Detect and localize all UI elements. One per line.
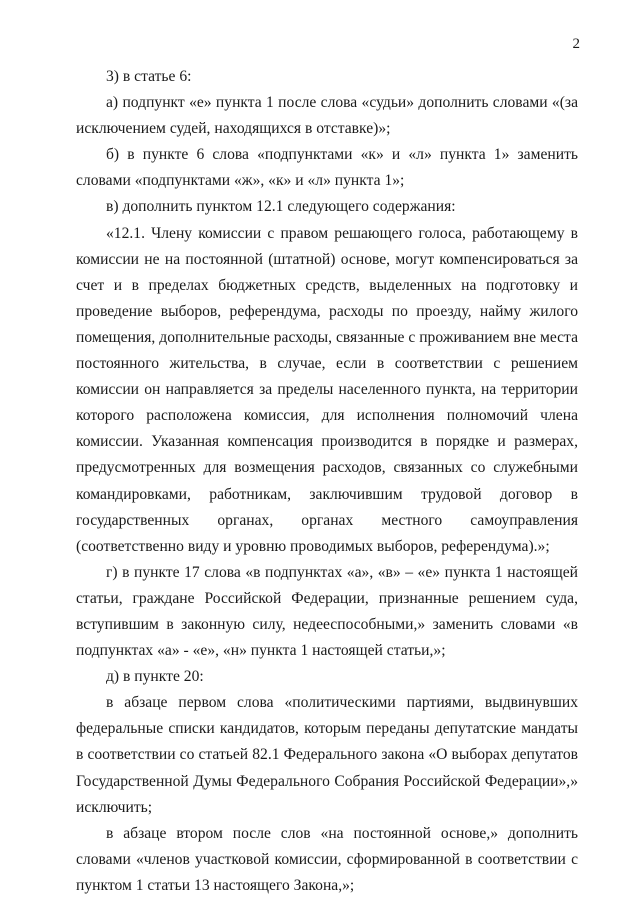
- paragraph-item-d-second-subparagraph: в абзаце втором после слов «на постоянной основе,» дополнить словами «членов участковой комиссии, сформированной в соответствии с пунктом 1 статьи 13 настоящего Закона,»;: [76, 824, 578, 894]
- paragraph-item-d: д) в пункте 20:: [106, 668, 204, 686]
- page-number: 2: [572, 36, 580, 52]
- paragraph-item-d-first-subparagraph: в абзаце первом слова «политическими партиями, выдвинувших федеральные списки кандидатов, которым переданы депутатские мандаты в соответствии со статьей 82.1 Федерального закона «О выборах депутатов Государственной Думы Федерального Собрания Российской Федерации»,» исключить;: [76, 694, 578, 816]
- paragraph-clause-12-1: «12.1. Члену комиссии с правом решающего голоса, работающему в комиссии не на постоянной (штатной) основе, могут компенсироваться за счет и в пределах бюджетных средств, выделенных на подготовку и проведение выборов, референдума, расходы по проезду, найму жилого помещения, дополнительные расходы, связанные с проживанием вне места постоянного жительства, в случае, если в соответствии с решением комиссии он направляется за пределы населенного пункта, на территории которого расположена комиссия, для исполнения полномочий члена комиссии. Указанная компенсация производится в порядке и размерах, предусмотренных для возмещения расходов, связанных со служебными командировками, работникам, заключившим трудовой договор в государственных органах, органах местного самоуправления (соответственно виду и уровню проводимых выборов, референдума).»;: [76, 224, 578, 555]
- paragraph-item-b: б) в пункте 6 слова «подпунктами «к» и «л» пункта 1» заменить словами «подпунктами «ж», «к» и «л» пункта 1»;: [76, 146, 578, 190]
- paragraph-item-v: в) дополнить пунктом 12.1 следующего содержания:: [106, 198, 456, 216]
- paragraph-item-a: а) подпункт «е» пункта 1 после слова «судьи» дополнить словами «(за исключением судей, находящихся в отставке)»;: [76, 94, 578, 138]
- paragraph-article-6: 3) в статье 6:: [106, 68, 192, 85]
- paragraph-item-g: г) в пункте 17 слова «в подпунктах «а», «в» – «е» пункта 1 настоящей статьи, граждане Российской Федерации, признанные решением суда, вступившим в законную силу, недееспособными,» заменить словами «в подпунктах «а» - «е», «н» пункта 1 настоящей статьи,»;: [76, 563, 578, 660]
- document-body: [76, 64, 578, 899]
